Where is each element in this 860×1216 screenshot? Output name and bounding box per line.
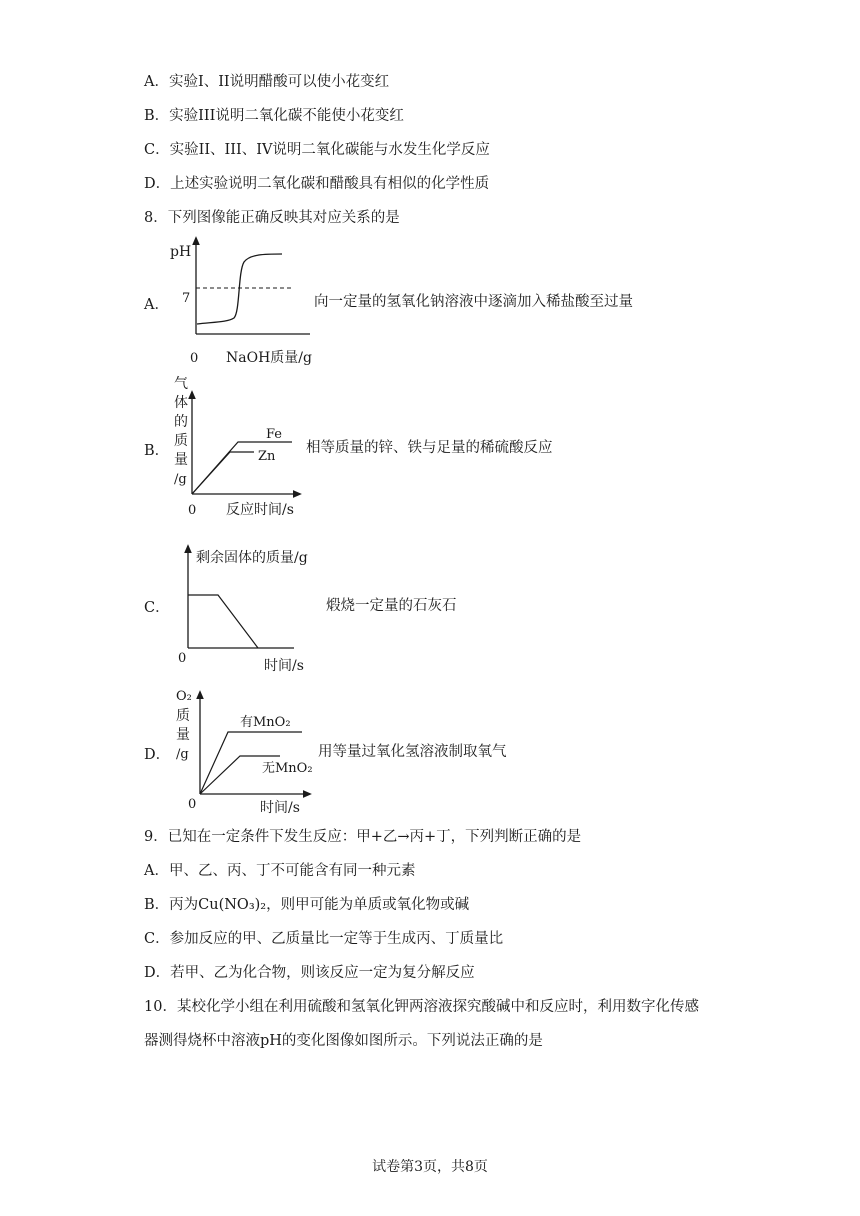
q8-option-b-desc: 相等质量的锌、铁与足量的稀硫酸反应 <box>306 440 553 456</box>
q8-option-c-desc: 煅烧一定量的石灰石 <box>326 598 457 614</box>
y-axis-label: 剩余固体的质量/g <box>196 550 308 566</box>
q7-option-d: D．上述实验说明二氧化碳和醋酸具有相似的化学性质 <box>144 176 490 192</box>
origin-label: 0 <box>190 351 199 366</box>
y-label-char: /g <box>176 747 189 762</box>
q9-option-c: C．参加反应的甲、乙质量比一定等于生成丙、丁质量比 <box>144 931 504 947</box>
y-label-char: 量 <box>176 727 190 743</box>
fe-line <box>192 442 292 494</box>
ref-value-label: 7 <box>182 291 191 306</box>
q8-graph-c <box>170 540 330 676</box>
q8-option-d-desc: 用等量过氧化氢溶液制取氧气 <box>318 744 507 760</box>
q7-option-a: A．实验I、II说明醋酸可以使小花变红 <box>144 74 390 90</box>
q8-stem: 8．下列图像能正确反映其对应关系的是 <box>144 210 400 226</box>
x-axis-label: NaOH质量/g <box>226 350 312 366</box>
y-label-char: 量 <box>174 452 188 468</box>
q7-option-c: C．实验II、III、IV说明二氧化碳能与水发生化学反应 <box>144 142 490 158</box>
q8-option-a-label: A． <box>144 297 169 313</box>
origin-label: 0 <box>188 797 197 812</box>
x-axis-label: 时间/s <box>264 658 304 674</box>
q8-option-a-desc: 向一定量的氢氧化钠溶液中逐滴加入稀盐酸至过量 <box>314 294 633 310</box>
y-label-char: 质 <box>176 708 190 724</box>
ph-curve <box>197 254 282 324</box>
q9-stem: 9．已知在一定条件下发生反应：甲+乙→丙+丁，下列判断正确的是 <box>144 829 582 845</box>
x-axis-label: 时间/s <box>260 800 300 816</box>
y-label-char: 气 <box>174 376 188 392</box>
q9-option-a: A．甲、乙、丙、丁不可能含有同一种元素 <box>144 863 416 879</box>
page-footer: 试卷第3页，共8页 <box>372 1159 488 1175</box>
q10-stem-line2: 器测得烧杯中溶液pH的变化图像如图所示。下列说法正确的是 <box>144 1033 543 1049</box>
y-label-char: 体 <box>174 395 188 411</box>
q8-graph-a <box>170 232 320 368</box>
y-label-char: 质 <box>174 433 188 449</box>
q8-graph-d <box>170 684 322 820</box>
q8-graph-b <box>168 372 318 520</box>
q7-option-b: B．实验III说明二氧化碳不能使小花变红 <box>144 108 404 124</box>
origin-label: 0 <box>188 503 197 518</box>
series-label-without-mno2: 无MnO₂ <box>262 761 313 776</box>
q8-option-b-label: B． <box>144 443 170 459</box>
q9-option-b: B．丙为Cu(NO₃)₂，则甲可能为单质或氧化物或碱 <box>144 897 470 913</box>
q8-option-c-label: C． <box>144 600 170 616</box>
mass-line <box>188 595 258 648</box>
q8-option-d-label: D． <box>144 747 171 763</box>
x-axis-label: 反应时间/s <box>226 502 294 518</box>
series-label-zn: Zn <box>258 449 276 464</box>
origin-label: 0 <box>178 651 187 666</box>
q9-option-d: D．若甲、乙为化合物，则该反应一定为复分解反应 <box>144 965 475 981</box>
q10-stem-line1: 10．某校化学小组在利用硫酸和氢氧化钾两溶液探究酸碱中和反应时，利用数字化传感 <box>144 999 699 1015</box>
y-label-char: O₂ <box>176 689 192 704</box>
series-label-fe: Fe <box>266 427 283 442</box>
y-label-char: /g <box>174 472 187 487</box>
y-label-char: 的 <box>174 414 188 430</box>
y-axis-label: pH <box>170 244 192 260</box>
series-label-with-mno2: 有MnO₂ <box>240 715 291 730</box>
